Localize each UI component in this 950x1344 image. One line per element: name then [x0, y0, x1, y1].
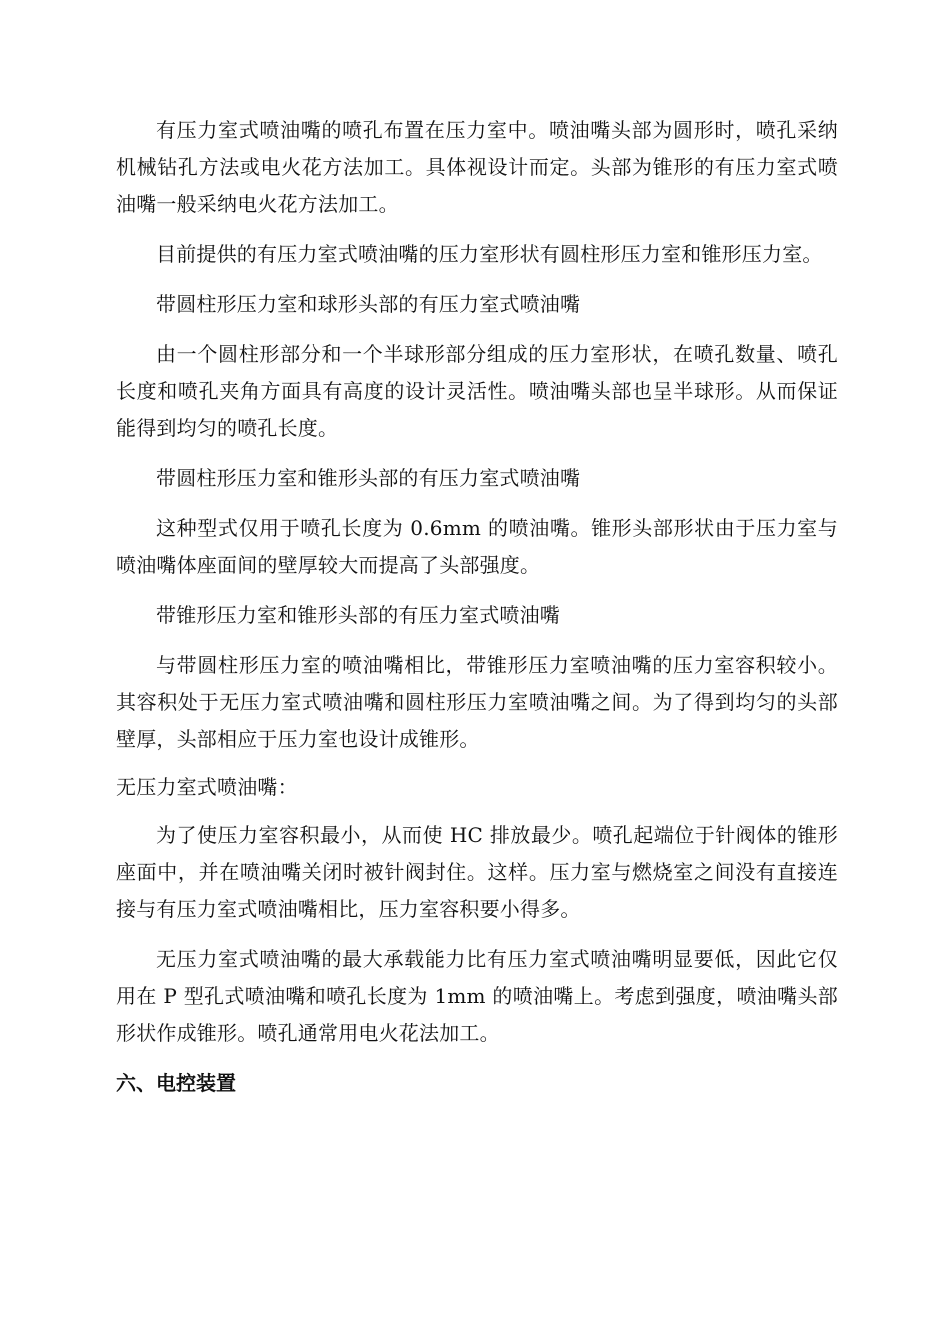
paragraph-4: 这种型式仅用于喷孔长度为 0.6mm 的喷油嘴。锥形头部形状由于压力室与喷油嘴体座面间的壁厚较大而提高了头部强度。 — [116, 516, 838, 577]
paragraph-7: 无压力室式喷油嘴的最大承载能力比有压力室式喷油嘴明显要低，因此它仅用在 P 型孔式喷油嘴和喷孔长度为 1mm 的喷油嘴上。考虑到强度，喷油嘴头部形状作成锥形。喷孔通常用电火花法加工。 — [116, 947, 838, 1045]
document-page — [116, 112, 838, 1102]
section-heading: 六、电控装置 — [116, 1071, 236, 1095]
subheading-cylindrical-spherical: 带圆柱形压力室和球形头部的有压力室式喷油嘴 — [156, 292, 581, 316]
paragraph-2: 目前提供的有压力室式喷油嘴的压力室形状有圆柱形压力室和锥形压力室。 — [156, 242, 823, 266]
subheading-cylindrical-conical: 带圆柱形压力室和锥形头部的有压力室式喷油嘴 — [156, 466, 581, 490]
paragraph-3: 由一个圆柱形部分和一个半球形部分组成的压力室形状，在喷孔数量、喷孔长度和喷孔夹角方面具有高度的设计灵活性。喷油嘴头部也呈半球形。从而保证能得到均匀的喷孔长度。 — [116, 342, 838, 440]
paragraph-5: 与带圆柱形压力室的喷油嘴相比，带锥形压力室喷油嘴的压力室容积较小。其容积处于无压力室式喷油嘴和圆柱形压力室喷油嘴之间。为了得到均匀的头部壁厚，头部相应于压力室也设计成锥形。 — [116, 653, 838, 751]
paragraph-6: 为了使压力室容积最小，从而使 HC 排放最少。喷孔起端位于针阀体的锥形座面中，并在喷油嘴关闭时被针阀封住。这样。压力室与燃烧室之间没有直接连接与有压力室式喷油嘴相比，压力室容积要小得多。 — [116, 823, 838, 921]
subheading-conical-conical: 带锥形压力室和锥形头部的有压力室式喷油嘴 — [156, 603, 560, 627]
paragraph-1: 有压力室式喷油嘴的喷孔布置在压力室中。喷油嘴头部为圆形时，喷孔采纳机械钻孔方法或电火花方法加工。具体视设计而定。头部为锥形的有压力室式喷油嘴一般采纳电火花方法加工。 — [116, 118, 838, 216]
subheading-sac-less: 无压力室式喷油嘴： — [116, 775, 298, 799]
